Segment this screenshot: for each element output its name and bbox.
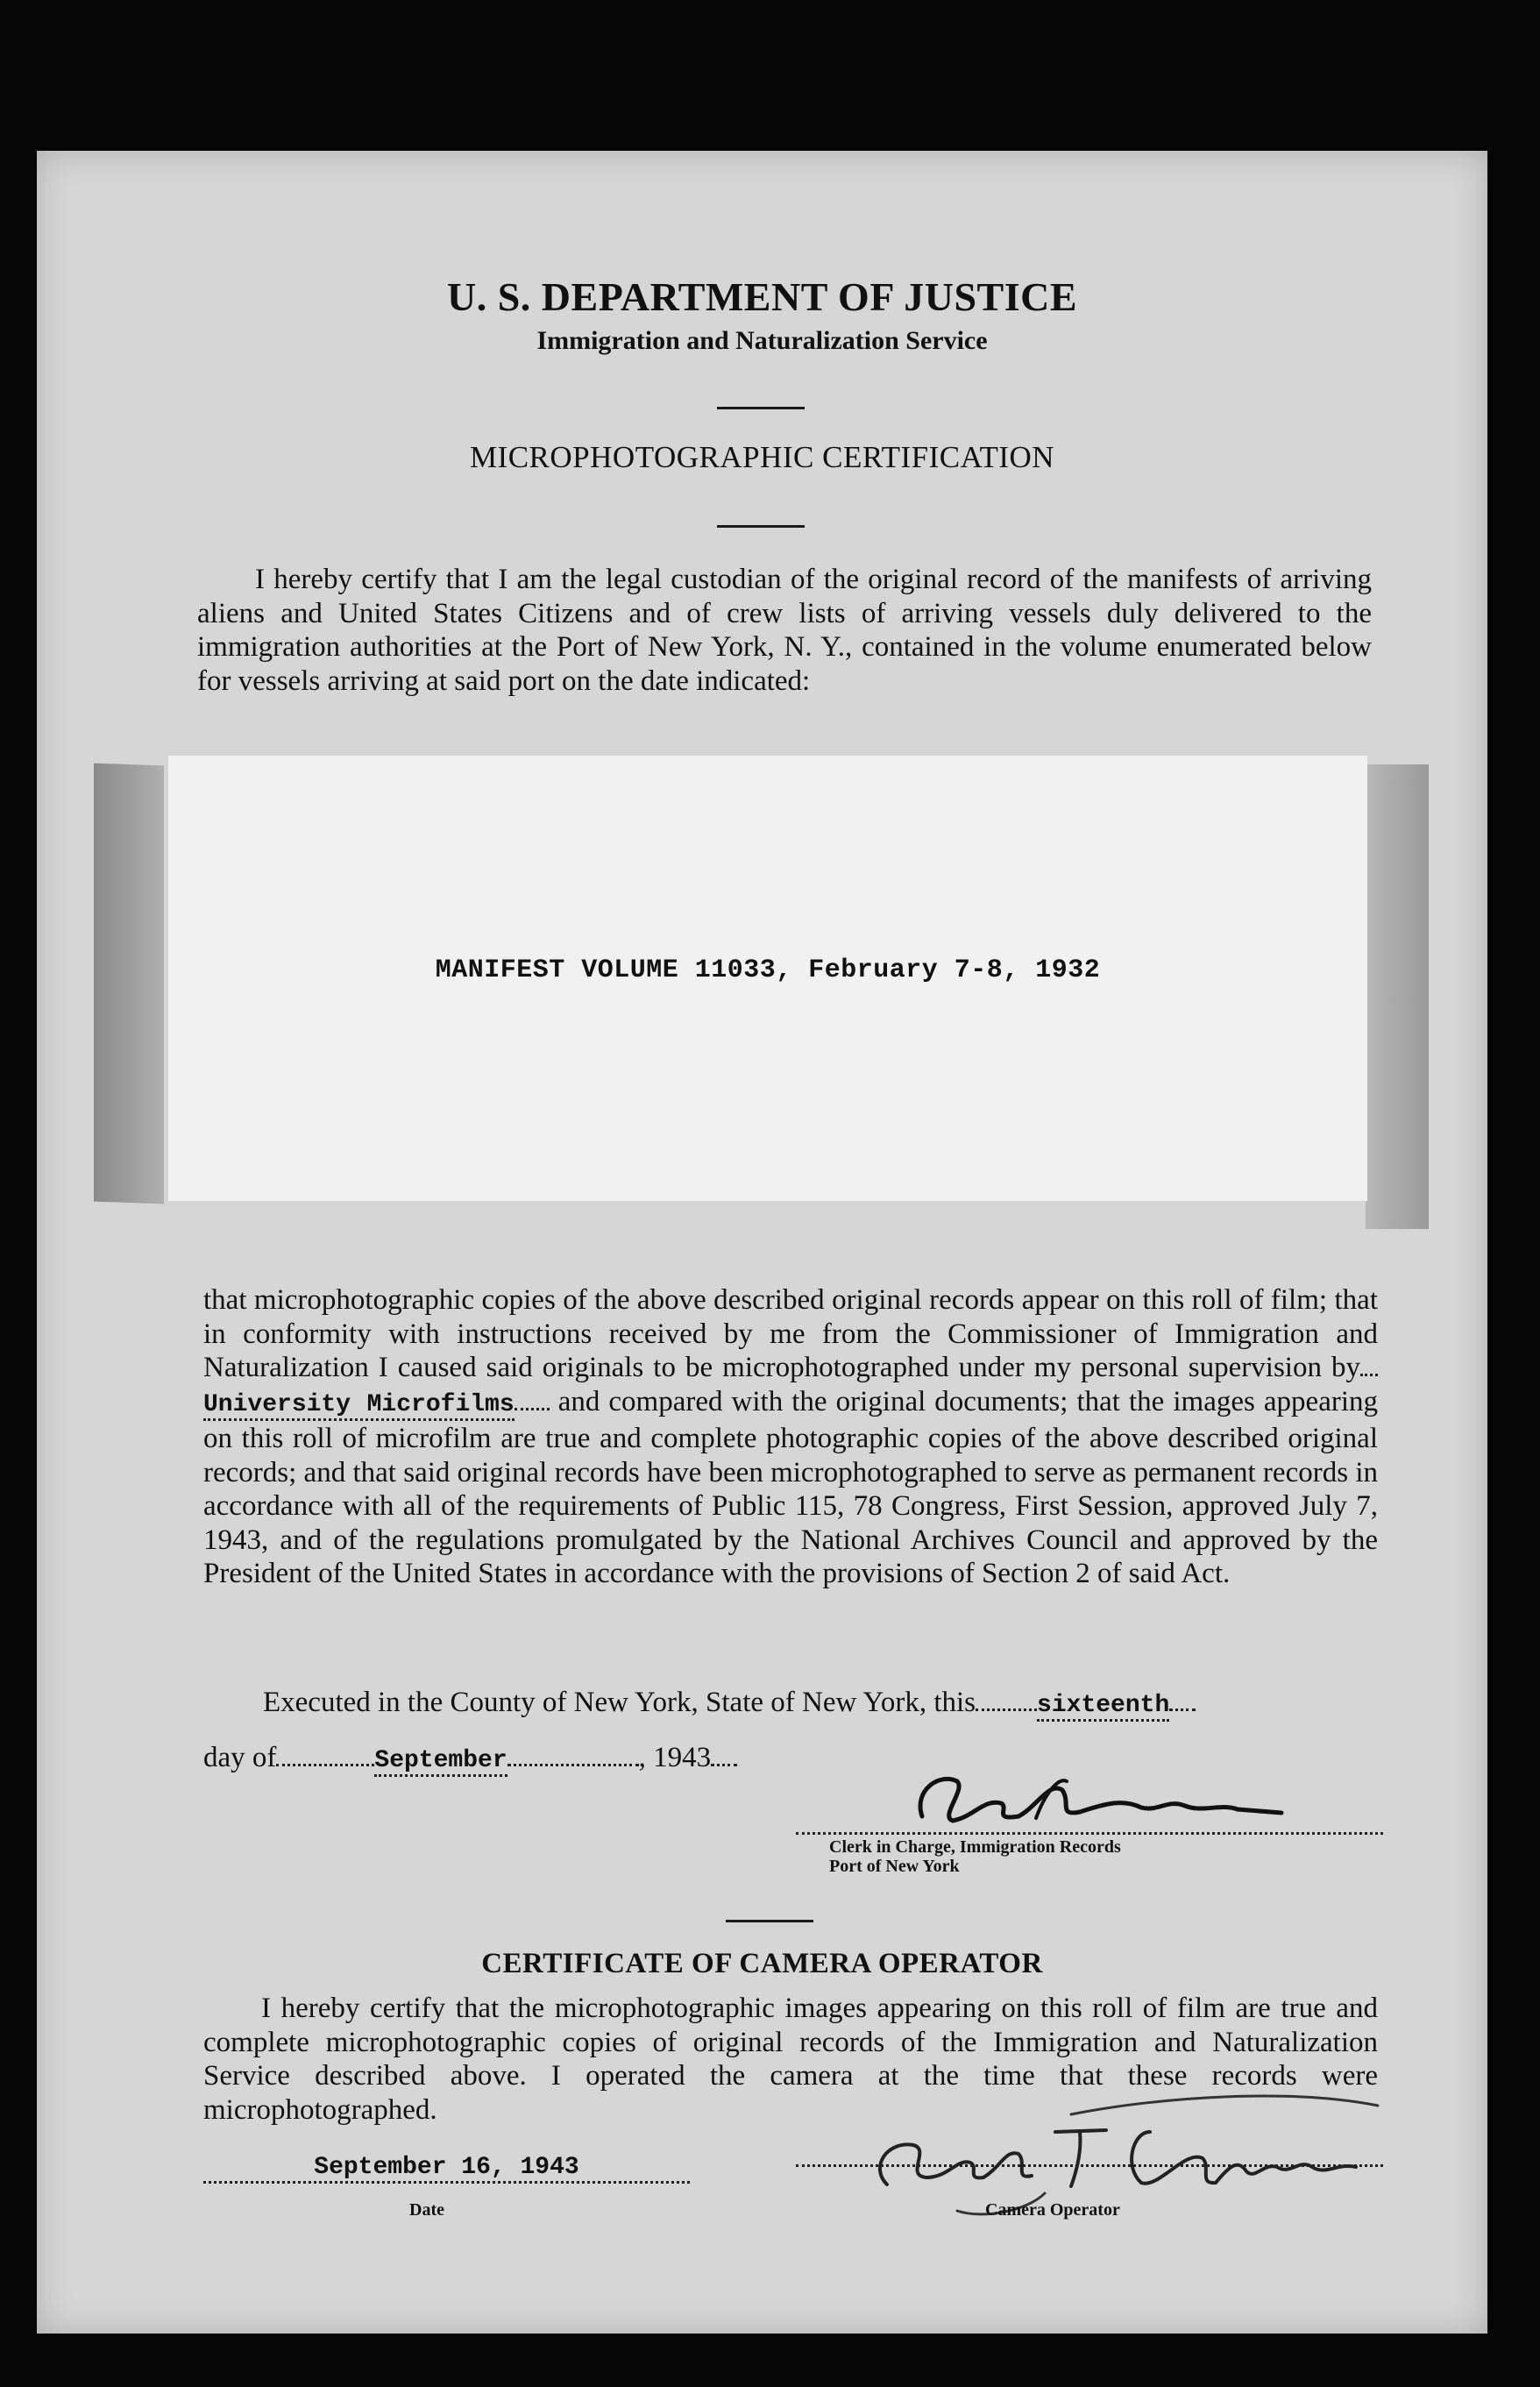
clerk-title [829,1837,1121,1876]
slip-shadow [94,764,164,1204]
operator-signature [852,2079,1395,2220]
clerk-signature-line [796,1832,1383,1835]
day-value: sixteenth [1037,1692,1169,1722]
certification-body [203,1283,1378,1591]
department-heading: U. S. DEPARTMENT OF JUSTICE [446,274,1078,319]
camera-operator-heading: CERTIFICATE OF CAMERA OPERATOR [481,1948,1043,1979]
clerk-title-line-2: Port of New York [829,1857,960,1876]
clerk-signature [905,1755,1308,1838]
manifest-volume-label: MANIFEST VOLUME 11033, February 7-8, 1932 [435,956,1101,985]
clerk-title-line-1: Clerk in Charge, Immigration Records [829,1837,1121,1857]
certification-title: MICROPHOTOGRAPHIC CERTIFICATION [469,440,1055,474]
body-part-1: that microphotographic copies of the above described original records appear on this roll of film; that in conformity with instructions received by me from the Commissioner of Immigration and Naturalization I caused said originals to be microphotographed under my personal supervision by [203,1284,1378,1383]
operator-signature-line [796,2164,1383,2167]
service-subheading: Immigration and Naturalization Service [536,326,988,355]
certificate-sheet [37,151,1487,2334]
operator-date-value: September 16, 1943 [314,2154,579,2181]
executed-line [263,1687,1196,1719]
year-prefix: , 194 [638,1742,697,1773]
day-of-label: day of [203,1742,277,1773]
operator-date-field [203,2154,690,2184]
title-divider [717,525,805,528]
year-suffix: 3 [696,1742,712,1773]
month-value: September [374,1747,507,1777]
operator-date-label: Date [409,2200,444,2220]
header-divider [717,407,805,409]
custodian-statement: I hereby certify that I am the legal custodian of the original record of the manifests of arriving aliens and United States Citizens and of crew lists of arriving vessels duly delivered to the immigration authorities at the Port of New York, N. Y., contained in the volume enumerated below for vessels arriving at said port on the date indicated: [197,564,1372,697]
volume-slip [168,756,1367,1201]
date-line [203,1742,737,1774]
executed-text: Executed in the County of New York, State of New York, this [263,1687,976,1718]
slip-shadow [1366,764,1429,1229]
camera-operator-statement: I hereby certify that the microphotographic images appearing on this roll of film are true and complete microphotographic copies of original records of the Immigration and Naturalization Service described above. I operated the camera at the time that these records were microphotographed. [203,1993,1378,2126]
supervisor-name: University Microfilms [203,1391,515,1421]
operator-label: Camera Operator [985,2200,1120,2220]
section-divider [726,1920,813,1922]
body-part-2: and compared with the original documents; that the images appearing on this roll of microfilm are true and complete photographic copies of the above described original records; and that said original records have been microphotographed to serve as permanent records in accordance with all of the requirements of Public 115, 78 Congress, First Session, approved July 7, 1943, and of the regulations promulgated by the National Archives Council and approved by the President of the United States in accordance with the provisions of Section 2 of said Act. [203,1385,1378,1589]
